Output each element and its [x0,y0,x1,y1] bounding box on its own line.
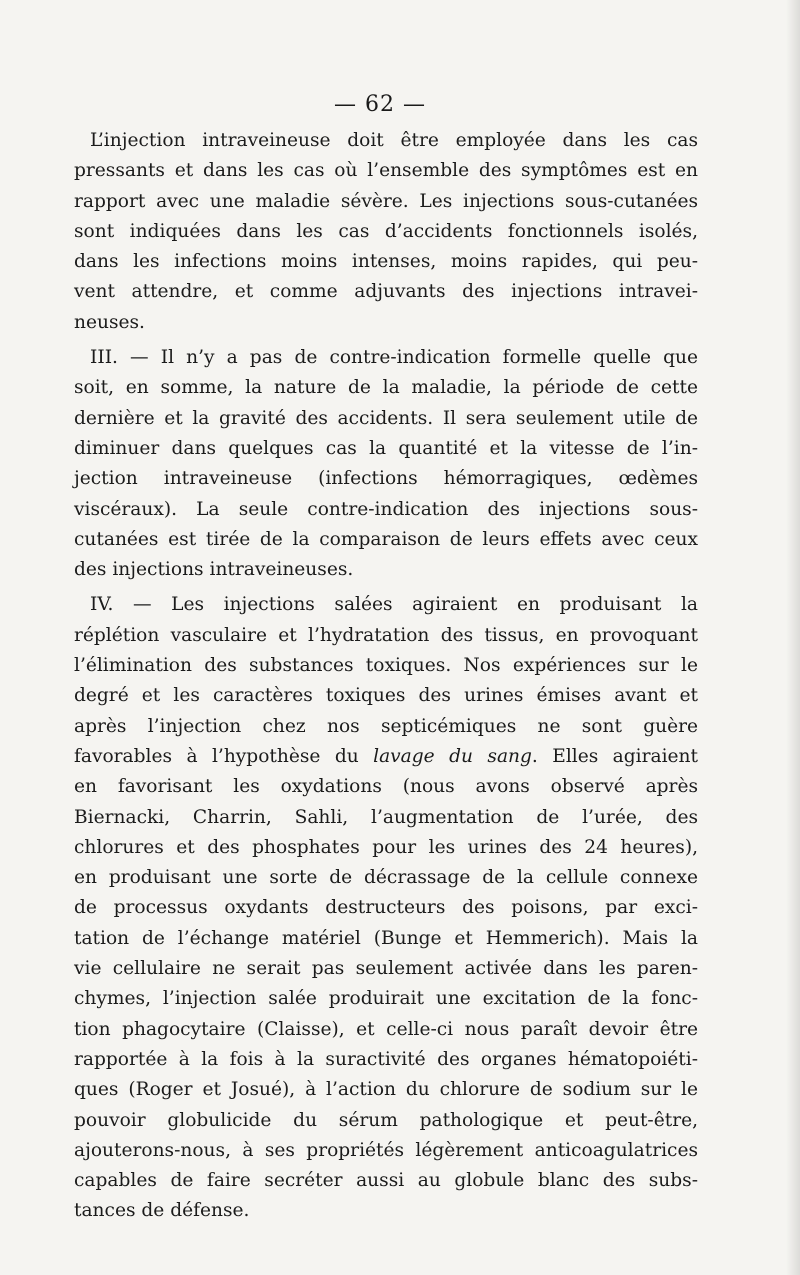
text-line: dernière et la gravité des accidents. Il sera seulement utile de [74,407,698,429]
text-line: ajouterons-nous, à ses propriétés légèrement anticoagulatrices [74,1139,698,1161]
text-line: soit, en somme, la nature de la maladie, la période de cette [74,377,698,399]
text-line: jection intraveineuse (infections hémorragiques, œdèmes [74,468,698,490]
text-line: cutanées est tirée de la comparaison de leurs effets avec ceux [74,528,698,550]
text-span: . Elles agiraient [531,745,698,767]
text-line: capables de faire secréter aussi au globule blanc des subs- [74,1170,698,1192]
text-line: vie cellulaire ne serait pas seulement activée dans les paren- [74,958,698,980]
text-line: IV. — Les injections salées agiraient en produisant la [90,594,698,616]
text-line: sont indiquées dans les cas d’accidents fonctionnels isolés, [74,220,698,242]
text-line: rapport avec une maladie sévère. Les injections sous-cutanées [74,190,698,212]
text-line: réplétion vasculaire et l’hydratation des tissus, en provoquant [74,624,698,646]
text-line: vent attendre, et comme adjuvants des injections intravei- [74,281,698,303]
text-line: tion phagocytaire (Claisse), et celle-ci nous paraît devoir être [74,1018,698,1040]
text-line: chymes, l’injection salée produirait une excitation de la fonc- [74,988,698,1010]
text-line: tation de l’échange matériel (Bunge et Hemmerich). Mais la [74,927,698,949]
text-line: dans les infections moins intenses, moins rapides, qui peu- [74,251,698,273]
body-text [74,126,698,1227]
text-line: III. — Il n’y a pas de contre-indication formelle quelle que [90,347,698,369]
text-line: l’élimination des substances toxiques. Nos expériences sur le [74,655,698,677]
text-line: L’injection intraveineuse doit être employée dans les cas [90,130,698,151]
text-line: Biernacki, Charrin, Sahli, l’augmentation de l’urée, des [74,806,698,828]
text-line: en produisant une sorte de décrassage de la cellule connexe [74,867,698,889]
text-line: chlorures et des phosphates pour les urines des 24 heures), [74,836,698,858]
text-line: après l’injection chez nos septicémiques ne sont guère [74,715,698,737]
text-line: rapportée à la fois à la suractivité des organes hématopoiéti- [74,1048,698,1070]
text-line: tances de défense. [74,1200,250,1222]
italic-phrase: lavage du sang [373,745,532,767]
text-line: de processus oxydants destructeurs des poisons, par exci- [74,897,698,919]
page-edge-shadow [786,0,800,1275]
paragraph-1 [74,126,698,338]
text-line: diminuer dans quelques cas la quantité et la vitesse de l’in- [74,437,698,459]
text-line: en favorisant les oxydations (nous avons observé après [74,776,698,798]
text-line: viscéraux). La seule contre-indication des injections sous- [74,498,698,520]
text-span: favorables à l’hypothèse du [74,745,374,767]
text-line: pressants et dans les cas où l’ensemble des symptômes est en [74,160,698,182]
paragraph-3 [74,590,698,1226]
text-line: ques (Roger et Josué), à l’action du chlorure de sodium sur le [74,1079,698,1101]
page-number: — 62 — [334,92,426,117]
text-line: pouvoir globulicide du sérum pathologique et peut-être, [74,1109,698,1131]
paragraph-2 [74,343,698,585]
text-line: degré et les caractères toxiques des urines émises avant et [74,685,698,707]
text-line-with-italic [74,742,698,772]
text-line: neuses. [74,311,145,333]
text-line: des injections intraveineuses. [74,559,354,581]
